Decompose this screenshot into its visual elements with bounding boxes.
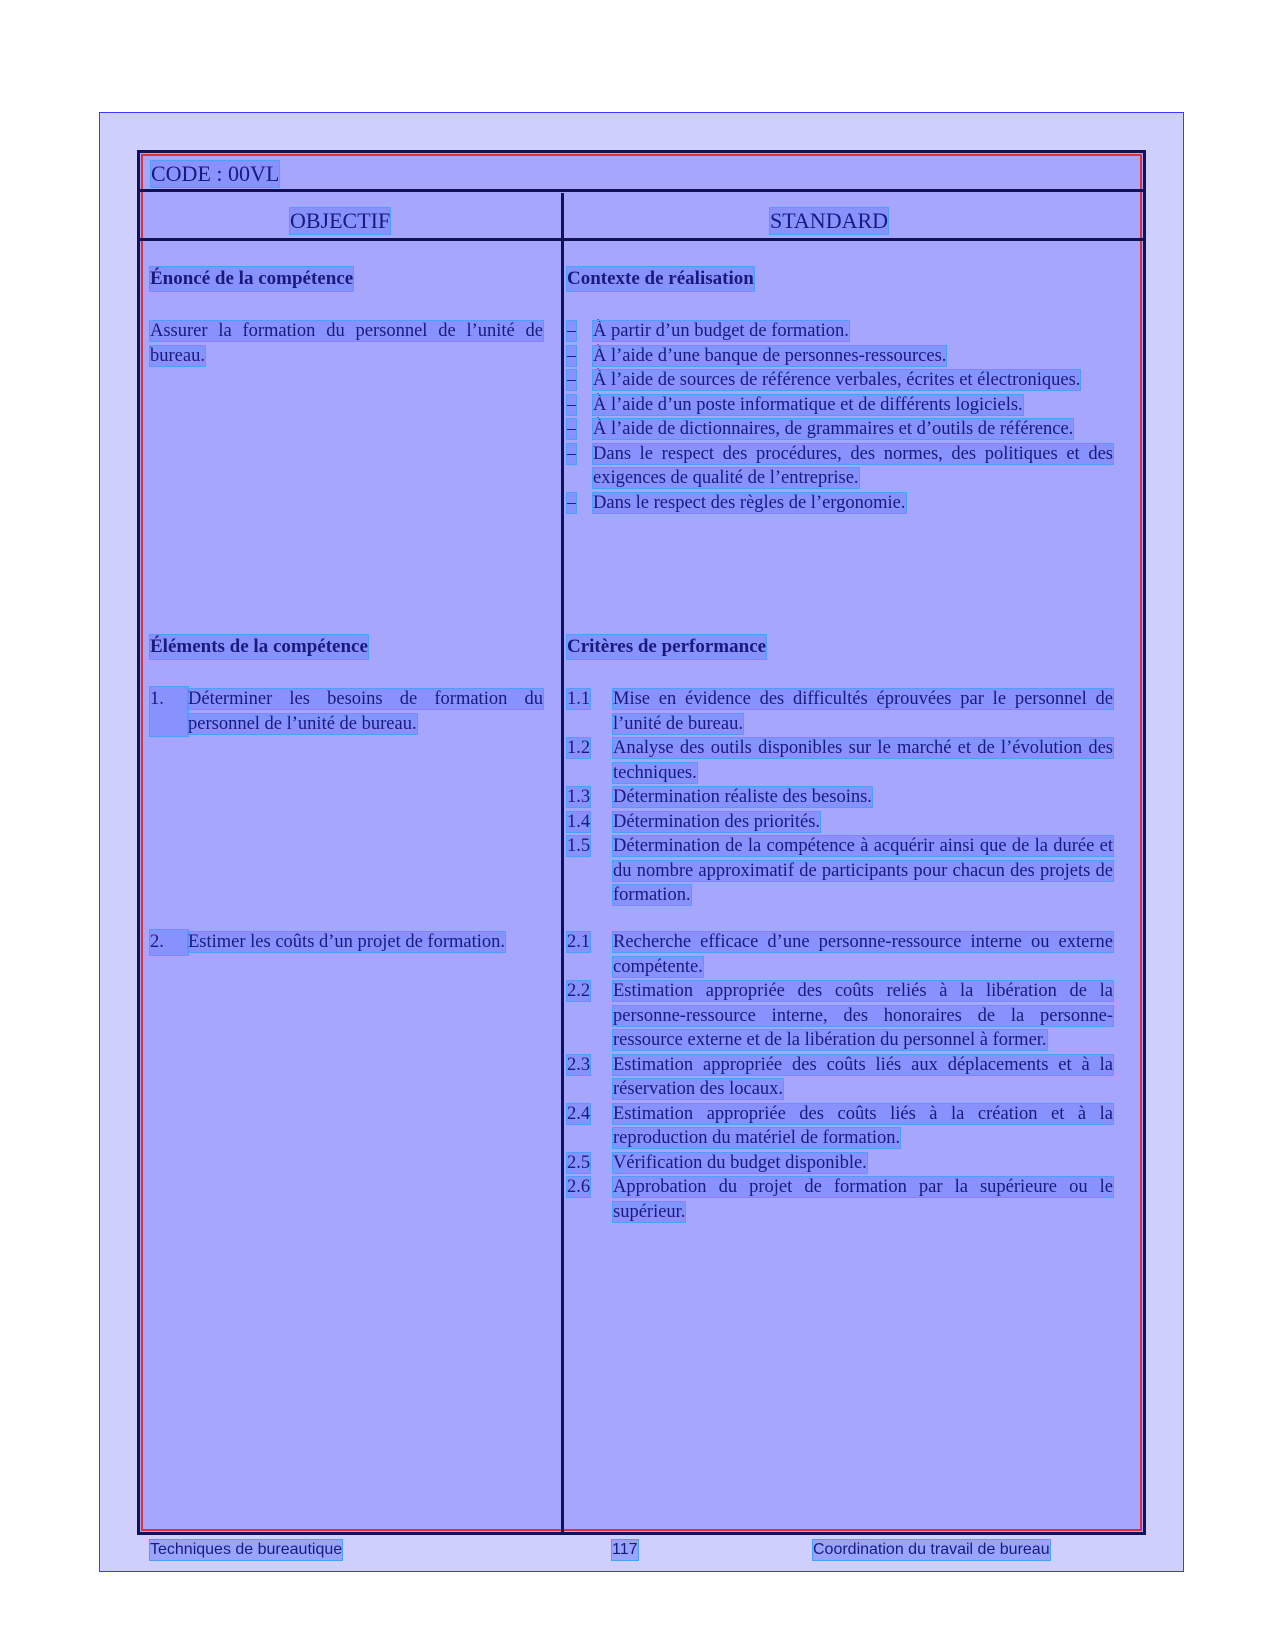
critere-2-text: Approbation du projet de formation par la supérieure ou le supérieur. bbox=[613, 1177, 1113, 1222]
critere-2-text: Vérification du budget disponible. bbox=[613, 1152, 867, 1173]
critere-1-marker: 1.5 bbox=[567, 836, 591, 856]
critere-1-marker: 1.3 bbox=[567, 787, 591, 807]
critere-1-3 bbox=[567, 785, 1113, 810]
critere-1-2 bbox=[567, 736, 1113, 785]
contexte-item-5 bbox=[567, 417, 1113, 442]
critere-2-marker: 2.5 bbox=[567, 1152, 591, 1173]
critere-1-text: Mise en évidence des difficultés éprouvées par le personnel de l’unité de bureau. bbox=[613, 689, 1113, 734]
enonce-text-content: Assurer la formation du personnel de l’unité de bureau. bbox=[150, 321, 543, 366]
contexte-item-marker: – bbox=[567, 492, 577, 513]
contexte-item-4 bbox=[567, 393, 1113, 418]
element-number: 2. bbox=[150, 930, 188, 955]
contexte-item-marker: – bbox=[567, 321, 577, 341]
contexte-item-2 bbox=[567, 344, 1113, 369]
critere-1-text: Analyse des outils disponibles sur le marché et de l’évolution des techniques. bbox=[613, 738, 1113, 783]
critere-2-4 bbox=[567, 1102, 1113, 1151]
criteres-heading: Critères de performance bbox=[567, 636, 767, 657]
contexte-item-text: À l’aide de sources de référence verbales, écrites et électroniques. bbox=[593, 370, 1081, 390]
critere-1-5 bbox=[567, 834, 1113, 908]
contexte-item-marker: – bbox=[567, 419, 577, 439]
critere-2-text: Estimation appropriée des coûts liés à la création et à la reproduction du matériel de formation. bbox=[613, 1103, 1113, 1148]
contexte-item-text: À l’aide de dictionnaires, de grammaires et d’outils de référence. bbox=[593, 419, 1074, 439]
contexte-item-marker: – bbox=[567, 370, 577, 390]
critere-2-marker: 2.3 bbox=[567, 1054, 591, 1075]
element-item-2 bbox=[150, 930, 543, 955]
critere-1-marker: 1.4 bbox=[567, 811, 591, 832]
column-header-standard: STANDARD bbox=[770, 208, 889, 233]
table-divider-top bbox=[140, 189, 1143, 192]
element-text: Estimer les coûts d’un projet de formation. bbox=[188, 932, 505, 952]
criteres-group-2 bbox=[567, 930, 1113, 1224]
column-divider bbox=[561, 193, 564, 1535]
critere-1-marker: 1.2 bbox=[567, 738, 591, 758]
elements-heading: Éléments de la compétence bbox=[150, 636, 368, 657]
critere-2-5 bbox=[567, 1151, 1113, 1176]
contexte-item-text: Dans le respect des procédures, des normes, des politiques et des exigences de qualité de l’entreprise. bbox=[593, 443, 1113, 488]
table-divider-header bbox=[140, 238, 1143, 241]
critere-1-marker: 1.1 bbox=[567, 689, 591, 709]
contexte-item-6 bbox=[567, 442, 1113, 491]
contexte-item-3 bbox=[567, 368, 1113, 393]
critere-2-6 bbox=[567, 1175, 1113, 1224]
critere-2-marker: 2.4 bbox=[567, 1103, 591, 1124]
contexte-item-marker: – bbox=[567, 443, 577, 464]
code-label: CODE : 00VL bbox=[151, 161, 280, 186]
critere-2-marker: 2.6 bbox=[567, 1177, 591, 1197]
column-header-objectif: OBJECTIF bbox=[290, 208, 391, 233]
critere-1-text: Détermination de la compétence à acquérir ainsi que de la durée et du nombre approximatif de participants pour chacun des projets de formation. bbox=[613, 836, 1113, 905]
contexte-item-marker: – bbox=[567, 345, 577, 366]
criteres-group-1 bbox=[567, 687, 1113, 908]
contexte-item-text: À partir d’un budget de formation. bbox=[593, 321, 849, 341]
critere-2-text: Estimation appropriée des coûts liés aux déplacements et à la réservation des locaux. bbox=[613, 1054, 1113, 1099]
contexte-item-marker: – bbox=[567, 394, 577, 415]
contexte-list bbox=[567, 319, 1113, 515]
critere-2-marker: 2.2 bbox=[567, 981, 591, 1001]
critere-2-2 bbox=[567, 979, 1113, 1053]
element-item-1 bbox=[150, 687, 543, 736]
critere-2-text: Estimation appropriée des coûts reliés à la libération de la personne-ressource interne, des honoraires de la personne-ressource externe et de la libération du personnel à former. bbox=[613, 981, 1113, 1050]
contexte-item-1 bbox=[567, 319, 1113, 344]
contexte-item-7 bbox=[567, 491, 1113, 516]
footer-right: Coordination du travail de bureau bbox=[813, 1541, 1050, 1558]
critere-2-text: Recherche efficace d’une personne-ressource interne ou externe compétente. bbox=[613, 932, 1113, 977]
contexte-item-text: Dans le respect des règles de l’ergonomie. bbox=[593, 492, 906, 513]
element-text: Déterminer les besoins de formation du personnel de l’unité de bureau. bbox=[188, 689, 543, 734]
contexte-item-text: À l’aide d’un poste informatique et de différents logiciels. bbox=[593, 394, 1023, 415]
critere-2-1 bbox=[567, 930, 1113, 979]
page-number: 117 bbox=[612, 1541, 638, 1558]
contexte-heading: Contexte de réalisation bbox=[567, 268, 754, 289]
critere-2-marker: 2.1 bbox=[567, 932, 591, 952]
critere-2-3 bbox=[567, 1053, 1113, 1102]
critere-1-1 bbox=[567, 687, 1113, 736]
enonce-heading: Énoncé de la compétence bbox=[150, 268, 354, 289]
critere-1-text: Détermination réaliste des besoins. bbox=[613, 787, 872, 807]
element-number: 1. bbox=[150, 687, 188, 736]
footer-left: Techniques de bureautique bbox=[150, 1541, 343, 1558]
critere-1-4 bbox=[567, 810, 1113, 835]
critere-1-text: Détermination des priorités. bbox=[613, 811, 821, 832]
contexte-item-text: À l’aide d’une banque de personnes-ressources. bbox=[593, 345, 947, 366]
enonce-text bbox=[150, 319, 543, 368]
